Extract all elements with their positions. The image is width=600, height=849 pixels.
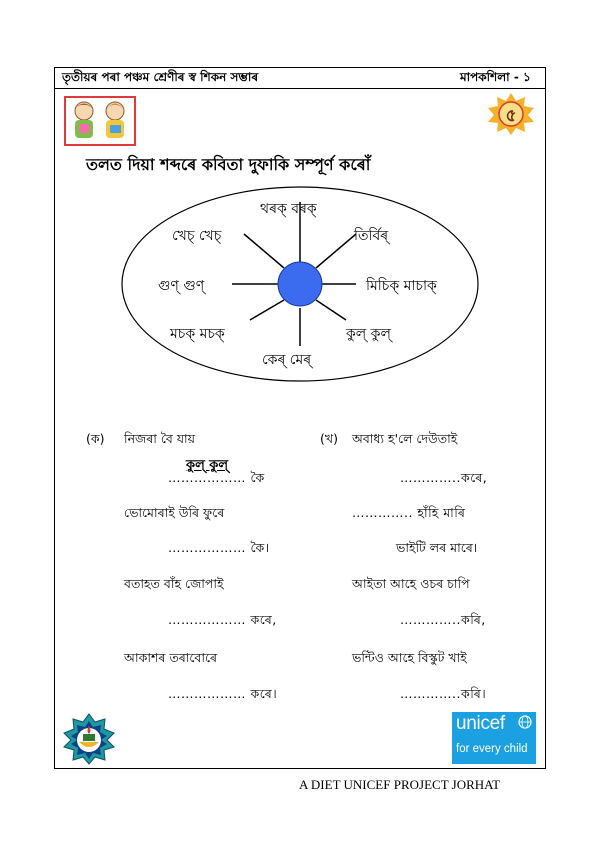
children-reading-illustration: [64, 96, 136, 146]
spoke-bottom-right: [316, 300, 346, 320]
worksheet-number: মাপকশিলা - ১: [460, 70, 531, 84]
unicef-wordmark: unicef: [456, 713, 505, 734]
lesson-badge: [486, 92, 536, 136]
unicef-tagline: for every child: [456, 743, 528, 755]
diet-emblem-icon: [62, 712, 116, 766]
word-bottom-left: মচক্ মচক্: [170, 326, 225, 342]
poem-b-line-3: ভাইটি লৰ মাৰে।: [396, 540, 478, 555]
poem-b-line-4: আইতা আহে ওচৰ চাপি: [352, 576, 470, 591]
poem-a-line-5: ……………… কৰে,: [168, 612, 277, 627]
poem-a-line-2: ভোমোৰাই উৰি ফুৰে: [124, 505, 225, 520]
word-top-right: তিৰ্বিৰ্: [354, 228, 389, 244]
footer-credit: A DIET UNICEF PROJECT JORHAT: [299, 777, 501, 792]
unicef-logo: [452, 712, 536, 764]
word-right: মিচিক্ মাচাক্: [366, 278, 437, 294]
poem-b-title: অবাধ্য হ'লে দেউতাই: [352, 431, 458, 446]
header-divider: [54, 88, 546, 89]
word-top: থৰক্ বৰক্: [260, 201, 317, 217]
center-circle: [278, 262, 322, 306]
spoke-bottom-left: [250, 300, 284, 320]
spoke-top-left: [244, 234, 284, 268]
unicef-globe-icon: [518, 715, 532, 729]
header-title: তৃতীয়ৰ পৰা পঞ্চম শ্ৰেণীৰ স্ব শিকন সম্ভাৰ: [62, 70, 259, 84]
children-icon: [66, 98, 134, 144]
badge-number: ৫: [505, 106, 517, 126]
word-top-left: খেচ্ খেচ্: [172, 228, 222, 244]
poem-a-line-6: আকাশৰ তৰাবোৰে: [124, 650, 218, 665]
poem-b-line-5: …………..কৰি,: [400, 612, 486, 627]
poem-a-sample-answer: কুল্ কুল্: [186, 458, 229, 473]
poem-a-line-7: ……………… কৰে।: [168, 686, 278, 701]
word-bottom: কেৰ্ মেৰ্: [262, 352, 312, 368]
poem-a-title: নিজৰা বৈ যায়: [124, 431, 196, 446]
diet-logo: [62, 712, 116, 766]
poem-b-line-7: …………..কৰি।: [400, 686, 487, 701]
poem-a-line-1: ……………… কৈ: [168, 470, 265, 485]
poem-a-line-3: ……………… কৈ।: [168, 540, 270, 555]
poem-a-line-4: বতাহত বাঁহ জোপাই: [124, 576, 224, 591]
word-bottom-right: কুল্ কুল্: [346, 326, 391, 342]
instruction-heading: তলত দিয়া শব্দৰে কবিতা দুফাকি সম্পূৰ্ণ কৰোঁ: [86, 155, 371, 174]
word-wheel-diagram: [120, 180, 480, 390]
poem-b-label: (খ): [320, 431, 338, 446]
poem-b-line-6: ভন্টিও আহে বিস্কুট খাই: [352, 650, 467, 665]
poem-a-label: (ক): [86, 431, 105, 446]
word-left: গুণ্ গুণ্: [158, 278, 205, 294]
spoke-top-right: [316, 234, 356, 268]
poem-b-line-1: …………..কৰে,: [400, 470, 488, 485]
poem-b-line-2: ………….. হাঁহি মাৰি: [352, 505, 466, 520]
